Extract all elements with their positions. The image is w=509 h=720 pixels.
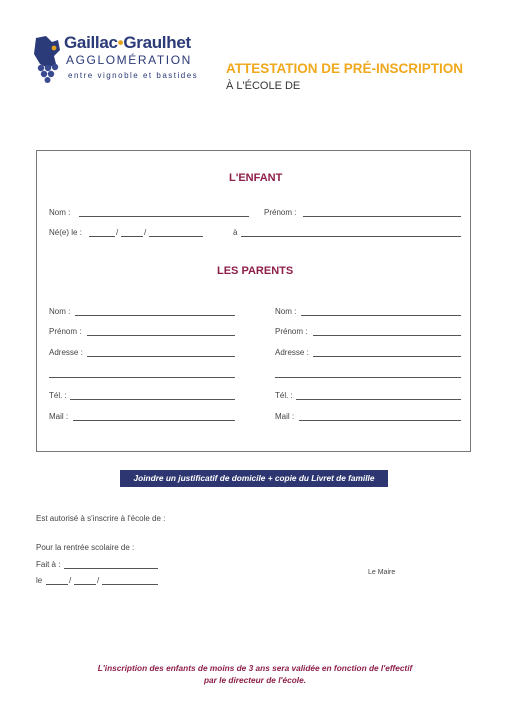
date-le-label: le	[36, 576, 43, 585]
parent1-nom-field[interactable]	[75, 315, 235, 316]
sign-year-field[interactable]	[102, 584, 158, 585]
fait-a-field[interactable]	[64, 568, 158, 569]
child-prenom-field[interactable]	[303, 216, 461, 217]
date-separator: /	[97, 576, 100, 585]
child-birth-year-field[interactable]	[149, 236, 203, 237]
child-prenom-label: Prénom :	[264, 208, 297, 217]
section-title-parents: LES PARENTS	[217, 265, 294, 277]
documents-required-banner: Joindre un justificatif de domicile + copie du Livret de famille	[120, 470, 388, 487]
autorise-label: Est autorisé à s'inscrire à l'école de :	[36, 514, 166, 523]
child-nom-field[interactable]	[79, 216, 249, 217]
rentree-label: Pour la rentrée scolaire de :	[36, 543, 135, 552]
date-separator: /	[69, 576, 72, 585]
registration-form-box	[36, 150, 471, 452]
parent1-adresse-field[interactable]	[87, 356, 235, 357]
logo-name: Gaillac•Graulhet	[64, 33, 191, 52]
footer-note-line-2: par le directeur de l'école.	[203, 675, 307, 685]
child-nom-label: Nom :	[49, 208, 71, 217]
document-subtitle: À L'ÉCOLE DE	[226, 80, 301, 92]
logo-subtitle: AGGLOMÉRATION	[66, 53, 192, 67]
parent2-mail-field[interactable]	[299, 420, 461, 421]
footer-note	[40, 662, 470, 686]
parent1-mail-label: Mail :	[49, 412, 69, 421]
child-birthplace-label: à	[233, 228, 238, 237]
parent2-nom-field[interactable]	[301, 315, 461, 316]
logo-tagline: entre vignoble et bastides	[68, 71, 199, 80]
parent1-prenom-label: Prénom :	[49, 327, 82, 336]
child-birth-day-field[interactable]	[89, 236, 115, 237]
date-separator: /	[116, 228, 119, 237]
parent2-adresse-line2-field[interactable]	[275, 377, 461, 378]
parent2-tel-field[interactable]	[296, 399, 461, 400]
parent2-mail-label: Mail :	[275, 412, 295, 421]
footer-note-line-1: L'inscription des enfants de moins de 3 ans sera validée en fonction de l'effectif	[97, 663, 413, 673]
child-birthplace-field[interactable]	[241, 236, 461, 237]
child-birthdate-label: Né(e) le :	[49, 228, 82, 237]
sign-day-field[interactable]	[46, 584, 68, 585]
parent1-mail-field[interactable]	[73, 420, 235, 421]
document-title: ATTESTATION DE PRÉ-INSCRIPTION	[226, 61, 464, 76]
parent2-adresse-field[interactable]	[313, 356, 461, 357]
parent1-prenom-field[interactable]	[87, 335, 235, 336]
parent2-prenom-label: Prénom :	[275, 327, 308, 336]
date-separator: /	[144, 228, 147, 237]
section-title-enfant: L'ENFANT	[229, 172, 283, 184]
signature-label: Le Maire	[368, 569, 396, 576]
fait-a-label: Fait à :	[36, 560, 61, 569]
child-birth-month-field[interactable]	[121, 236, 143, 237]
parent1-tel-field[interactable]	[70, 399, 235, 400]
sign-month-field[interactable]	[74, 584, 96, 585]
parent2-nom-label: Nom :	[275, 307, 297, 316]
parent2-prenom-field[interactable]	[313, 335, 461, 336]
logo-mark-icon	[32, 34, 62, 84]
parent2-tel-label: Tél. :	[275, 391, 293, 400]
parent1-adresse-label: Adresse :	[49, 348, 83, 357]
logo	[32, 34, 212, 94]
parent1-adresse-line2-field[interactable]	[49, 377, 235, 378]
parent1-tel-label: Tél. :	[49, 391, 67, 400]
parent2-adresse-label: Adresse :	[275, 348, 309, 357]
parent1-nom-label: Nom :	[49, 307, 71, 316]
